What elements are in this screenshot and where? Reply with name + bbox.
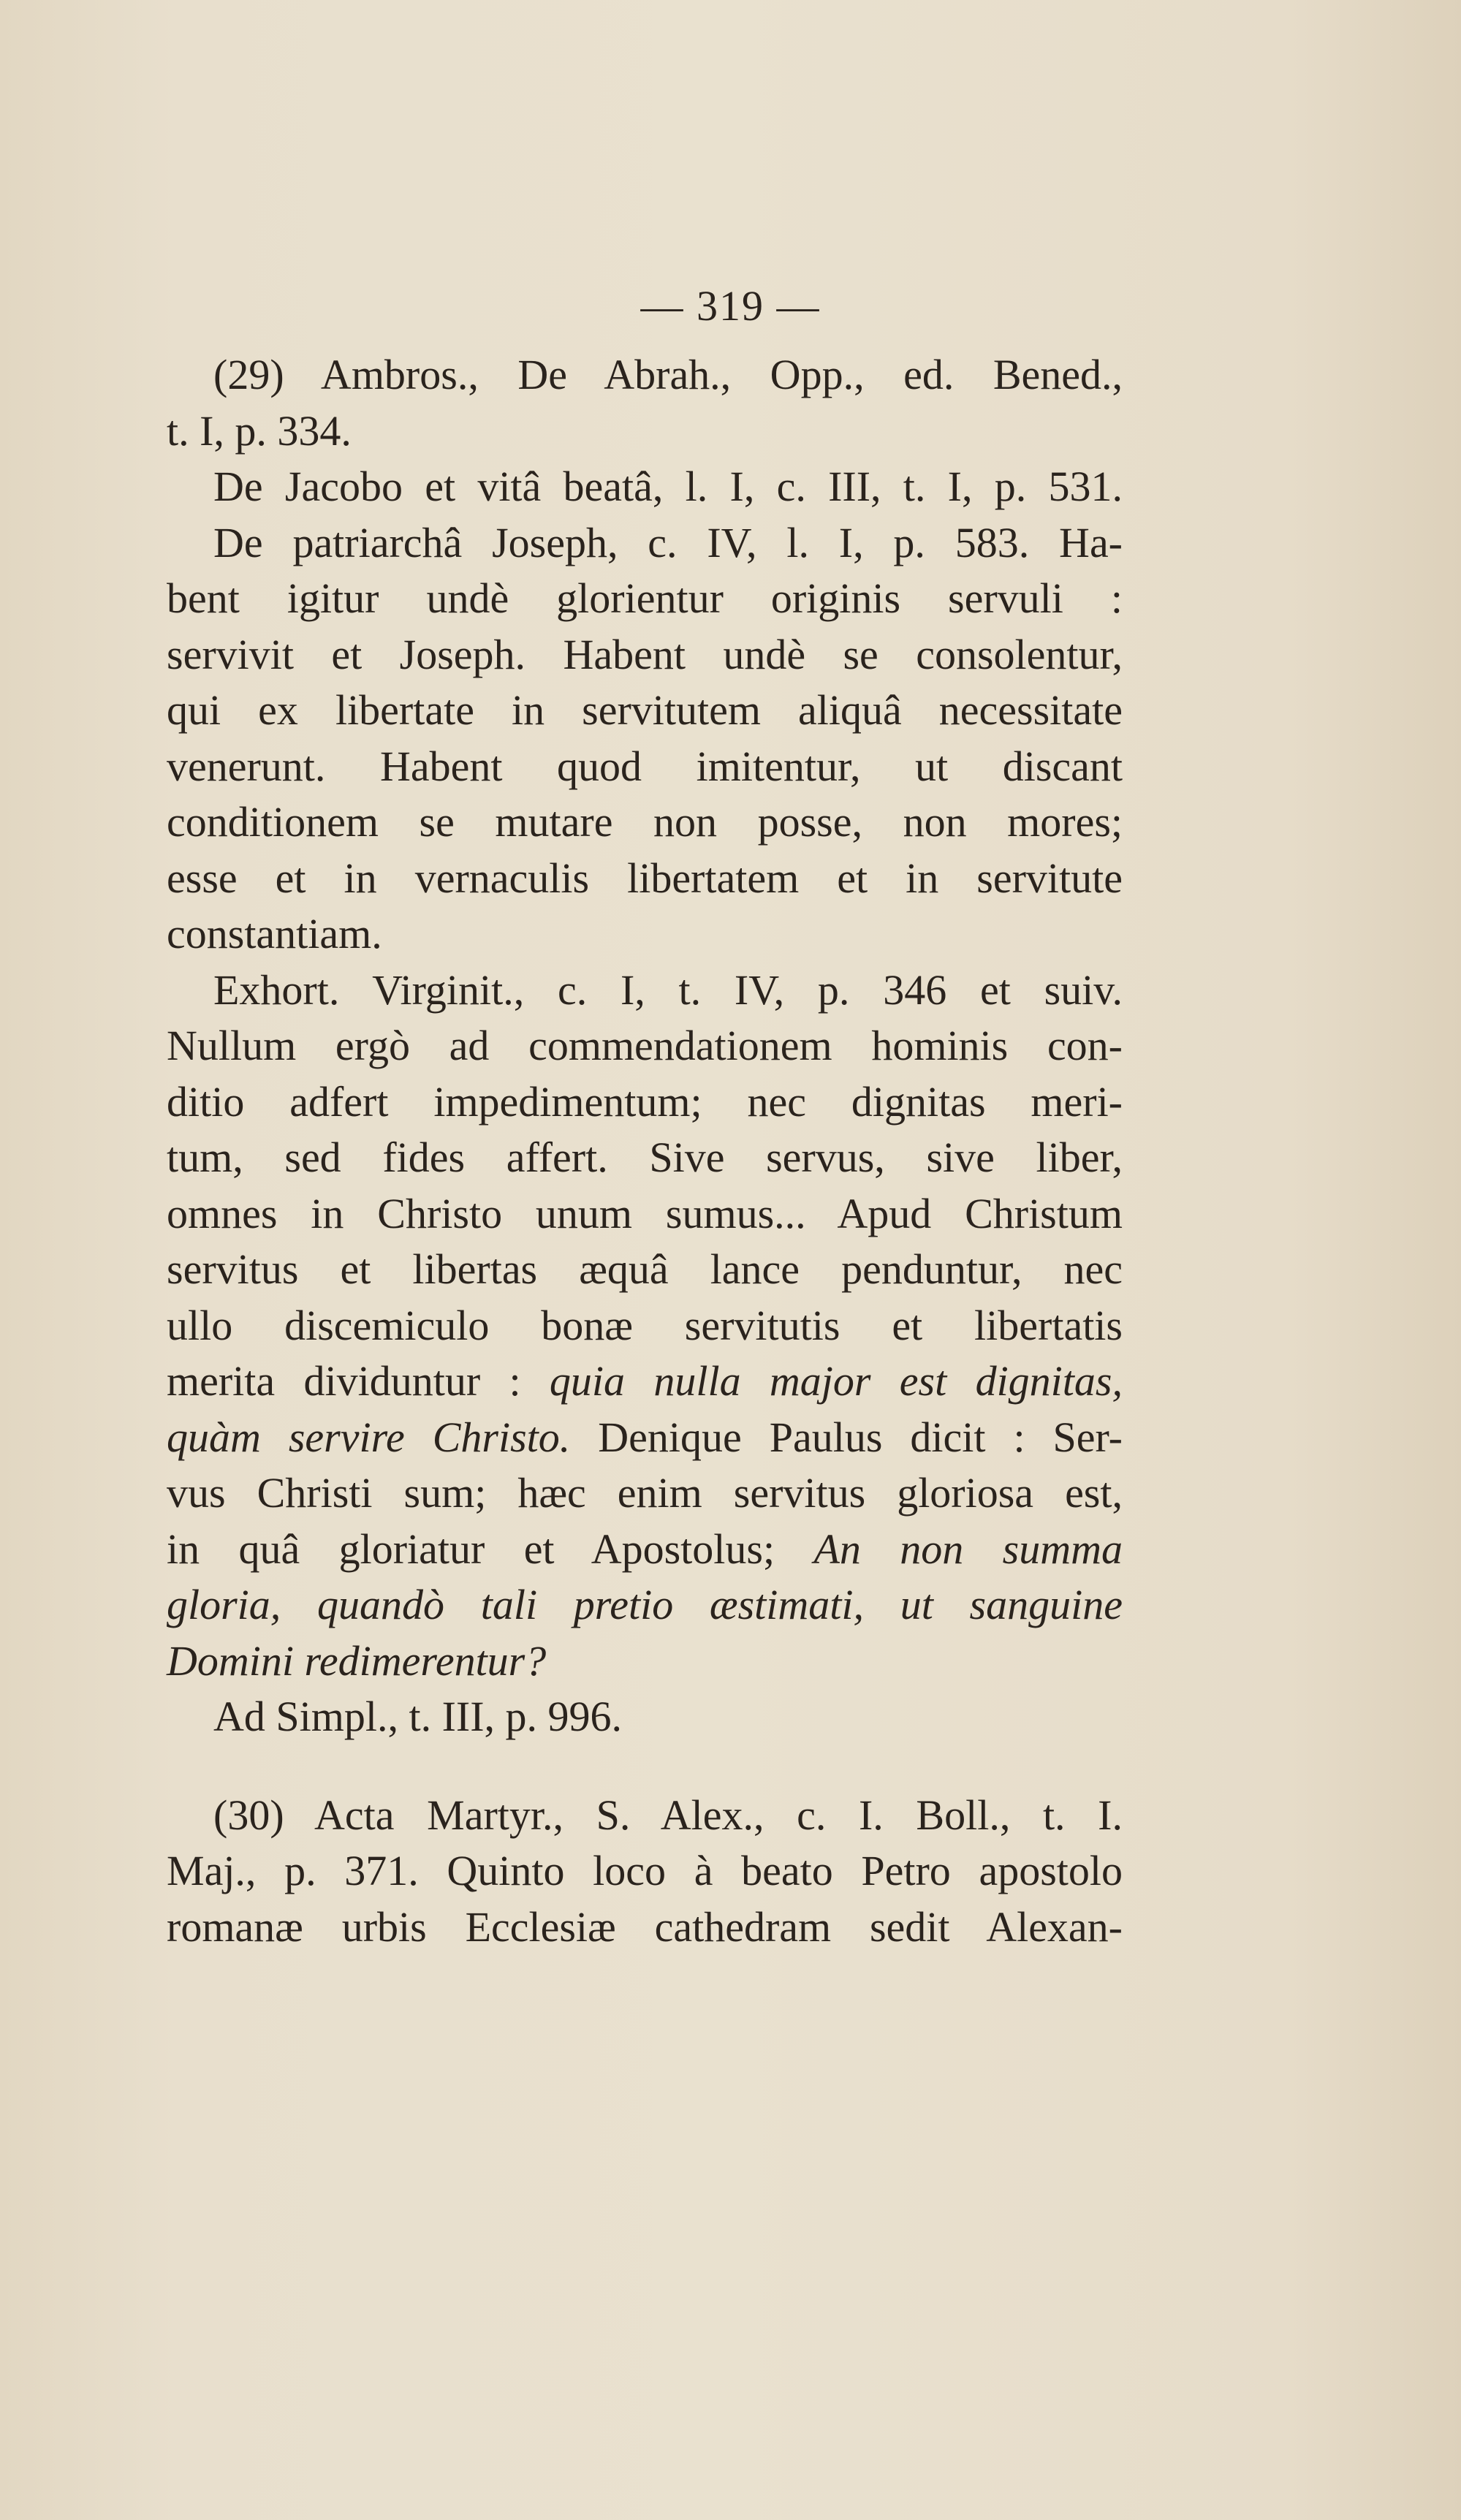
text-line: Nullum ergò ad commendationem hominis con- [167,1022,1123,1069]
text-line: qui ex libertate in servitutem aliquâ necessitate [167,686,1123,734]
text-line [167,1522,1123,1578]
text-line: (29) Ambros., De Abrah., Opp., ed. Bened., [213,351,1123,398]
text-line [167,1354,1123,1410]
text-line: Ad Simpl., t. III, p. 996. [213,1693,623,1740]
text-line: servivit et Joseph. Habent undè se consolentur, [167,630,1123,678]
text-line: conditionem se mutare non posse, non mores; [167,798,1123,846]
text-line: Exhort. Virginit., c. I, t. IV, p. 346 et suiv. [213,965,1123,1014]
text-segment: in quâ gloriatur et Apostolus; [167,1525,814,1573]
text-line: servitus et libertas æquâ lance penduntur, nec [167,1245,1123,1293]
text-line: omnes in Christo unum sumus... Apud Christum [167,1189,1123,1237]
text-line: ullo discemiculo bonæ servitutis et libertatis [167,1301,1123,1349]
text-segment: Denique Paulus dicit : Ser- [570,1413,1123,1461]
text-line [167,1410,1123,1466]
text-line: (30) Acta Martyr., S. Alex., c. I. Boll., t. I. [213,1791,1123,1839]
text-line: tum, sed fides affert. Sive servus, sive liber, [167,1134,1123,1181]
text-segment: merita dividuntur : [167,1357,550,1405]
italic-quote: An non summa [813,1525,1123,1573]
text-line: t. I, p. 334. [167,406,352,455]
text-line: ditio adfert impedimentum; nec dignitas meri- [167,1077,1123,1126]
text-line: bent igitur undè glorientur originis servuli : [167,574,1123,622]
page-number: — 319 — [640,282,821,330]
text-line: constantiam. [167,910,382,957]
text-line: Maj., p. 371. Quinto loco à beato Petro apostolo [167,1847,1123,1894]
text-line: romanæ urbis Ecclesiæ cathedram sedit Alexan- [167,1902,1123,1951]
footnote-30 [167,1788,1123,1956]
footnote-29 [167,347,1123,1745]
italic-quote: quàm servire Christo. [167,1413,571,1461]
text-line: venerunt. Habent quod imitentur, ut discant [167,742,1123,790]
italic-quote: quia nulla major est dignitas, [549,1357,1123,1405]
text-line: De patriarchâ Joseph, c. IV, l. I, p. 583. Ha- [213,518,1123,566]
text-line: gloria, quandò tali pretio æstimati, ut sanguine [167,1581,1123,1628]
text-line: De Jacobo et vitâ beatâ, l. I, c. III, t. I, p. 531. [213,463,1123,510]
footnotes-text [167,347,1123,1955]
text-line: Domini redimerentur? [167,1636,547,1685]
text-line: esse et in vernaculis libertatem et in servitute [167,854,1123,902]
text-line: vus Christi sum; hæc enim servitus gloriosa est, [167,1469,1123,1517]
